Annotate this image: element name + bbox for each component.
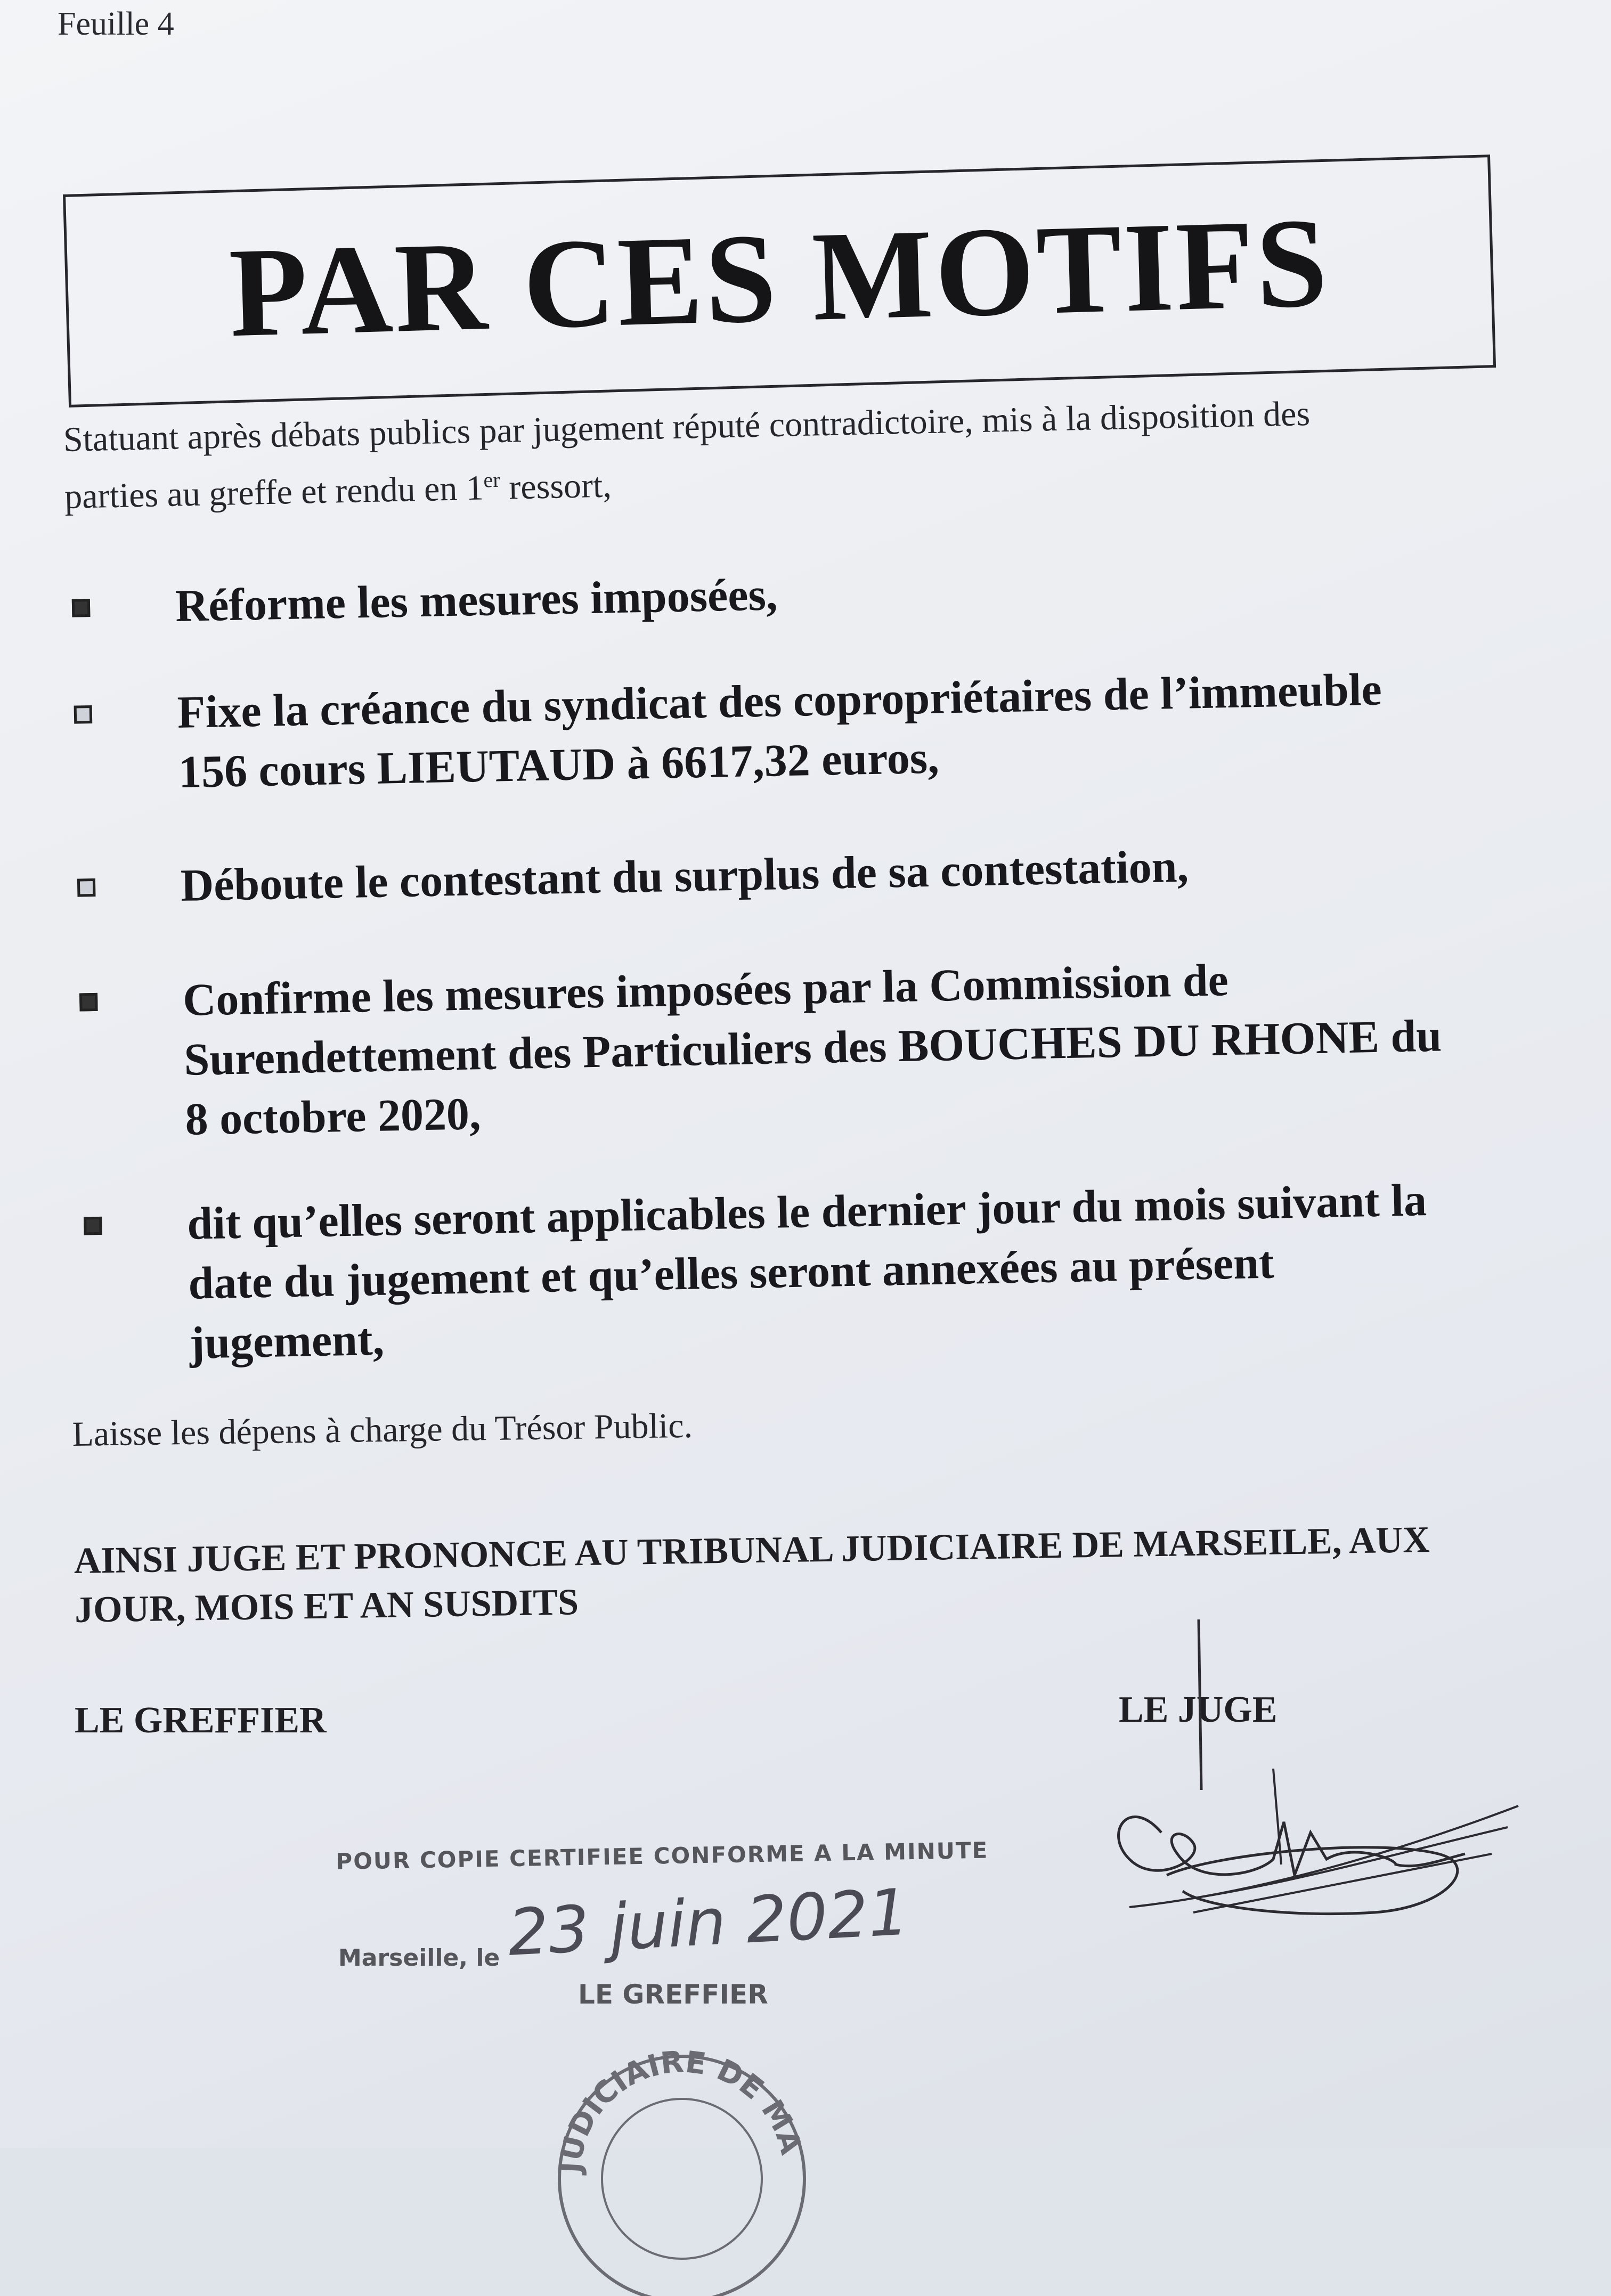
square-bullet-icon bbox=[74, 705, 93, 724]
decision-line: date du jugement et qu’elles seront annexées au présent bbox=[188, 1236, 1275, 1309]
certification-stamp-line: POUR COPIE CERTIFIEE CONFORME A LA MINUTE bbox=[336, 1837, 989, 1875]
decision-text bbox=[175, 550, 1540, 636]
greffier-label: LE GREFFIER bbox=[75, 1700, 327, 1741]
stamp-greffier-label: LE GREFFIER bbox=[578, 1979, 768, 2010]
preamble-line-1: Statuant après débats publics par jugement réputé contradictoire, mis à la disposition des bbox=[63, 394, 1311, 459]
decision-text bbox=[182, 944, 1549, 1149]
title-frame bbox=[63, 154, 1496, 408]
decision-list bbox=[63, 550, 1543, 1369]
decision-text bbox=[186, 1168, 1553, 1373]
decision-item bbox=[68, 829, 1549, 911]
decision-item bbox=[65, 656, 1545, 797]
preamble bbox=[63, 386, 1461, 522]
decision-text bbox=[177, 656, 1543, 802]
decision-line: Réforme les mesures imposées, bbox=[175, 568, 778, 631]
square-bullet-icon bbox=[79, 993, 98, 1012]
costs-statement: Laisse les dépens à charge du Trésor Public. bbox=[72, 1406, 693, 1454]
decision-line: Surendettement des Particuliers des BOUCHES DU RHONE du bbox=[183, 1009, 1442, 1085]
square-bullet-icon bbox=[77, 878, 96, 897]
judge-signature bbox=[1097, 1609, 1534, 1971]
ordinal-suffix: er bbox=[483, 467, 500, 492]
sheet-number: Feuille 4 bbox=[58, 6, 174, 42]
closing-line-1: AINSI JUGE ET PRONONCE AU TRIBUNAL JUDICIAIRE DE MARSEILE, AUX bbox=[74, 1519, 1430, 1582]
decision-item bbox=[63, 550, 1543, 631]
decision-item bbox=[70, 943, 1551, 1145]
svg-text:JUDICIAIRE DE MA bbox=[554, 2045, 809, 2176]
decision-line: jugement, bbox=[189, 1313, 385, 1369]
page-title: PAR CES MOTIFS bbox=[227, 191, 1331, 364]
preamble-line-2-end: ressort, bbox=[500, 466, 612, 507]
decision-line: Déboute le contestant du surplus de sa contestation, bbox=[180, 840, 1189, 911]
juge-label: LE JUGE bbox=[1119, 1689, 1278, 1730]
court-seal bbox=[543, 2019, 820, 2296]
decision-item bbox=[75, 1167, 1555, 1369]
preamble-line-2-start: parties au greffe et rendu en 1 bbox=[64, 468, 484, 516]
decision-line: dit qu’elles seront applicables le dernier jour du mois suivant la bbox=[186, 1174, 1427, 1249]
certification-place: Marseille, le bbox=[338, 1944, 500, 1972]
decision-line: Fixe la créance du syndicat des copropriétaires de l’immeuble bbox=[176, 663, 1382, 738]
decision-line: 8 octobre 2020, bbox=[184, 1088, 482, 1145]
handwritten-date: 23 juin 2021 bbox=[506, 1875, 911, 1971]
decision-text bbox=[180, 829, 1545, 915]
decision-line: Confirme les mesures imposées par la Commission de bbox=[182, 954, 1229, 1025]
square-bullet-icon bbox=[72, 599, 91, 617]
decision-line: 156 cours LIEUTAUD à 6617,32 euros, bbox=[178, 731, 940, 797]
closing-line-2: JOUR, MOIS ET AN SUSDITS bbox=[74, 1582, 579, 1631]
seal-text: JUDICIAIRE DE MA bbox=[553, 2045, 809, 2174]
square-bullet-icon bbox=[84, 1217, 102, 1235]
